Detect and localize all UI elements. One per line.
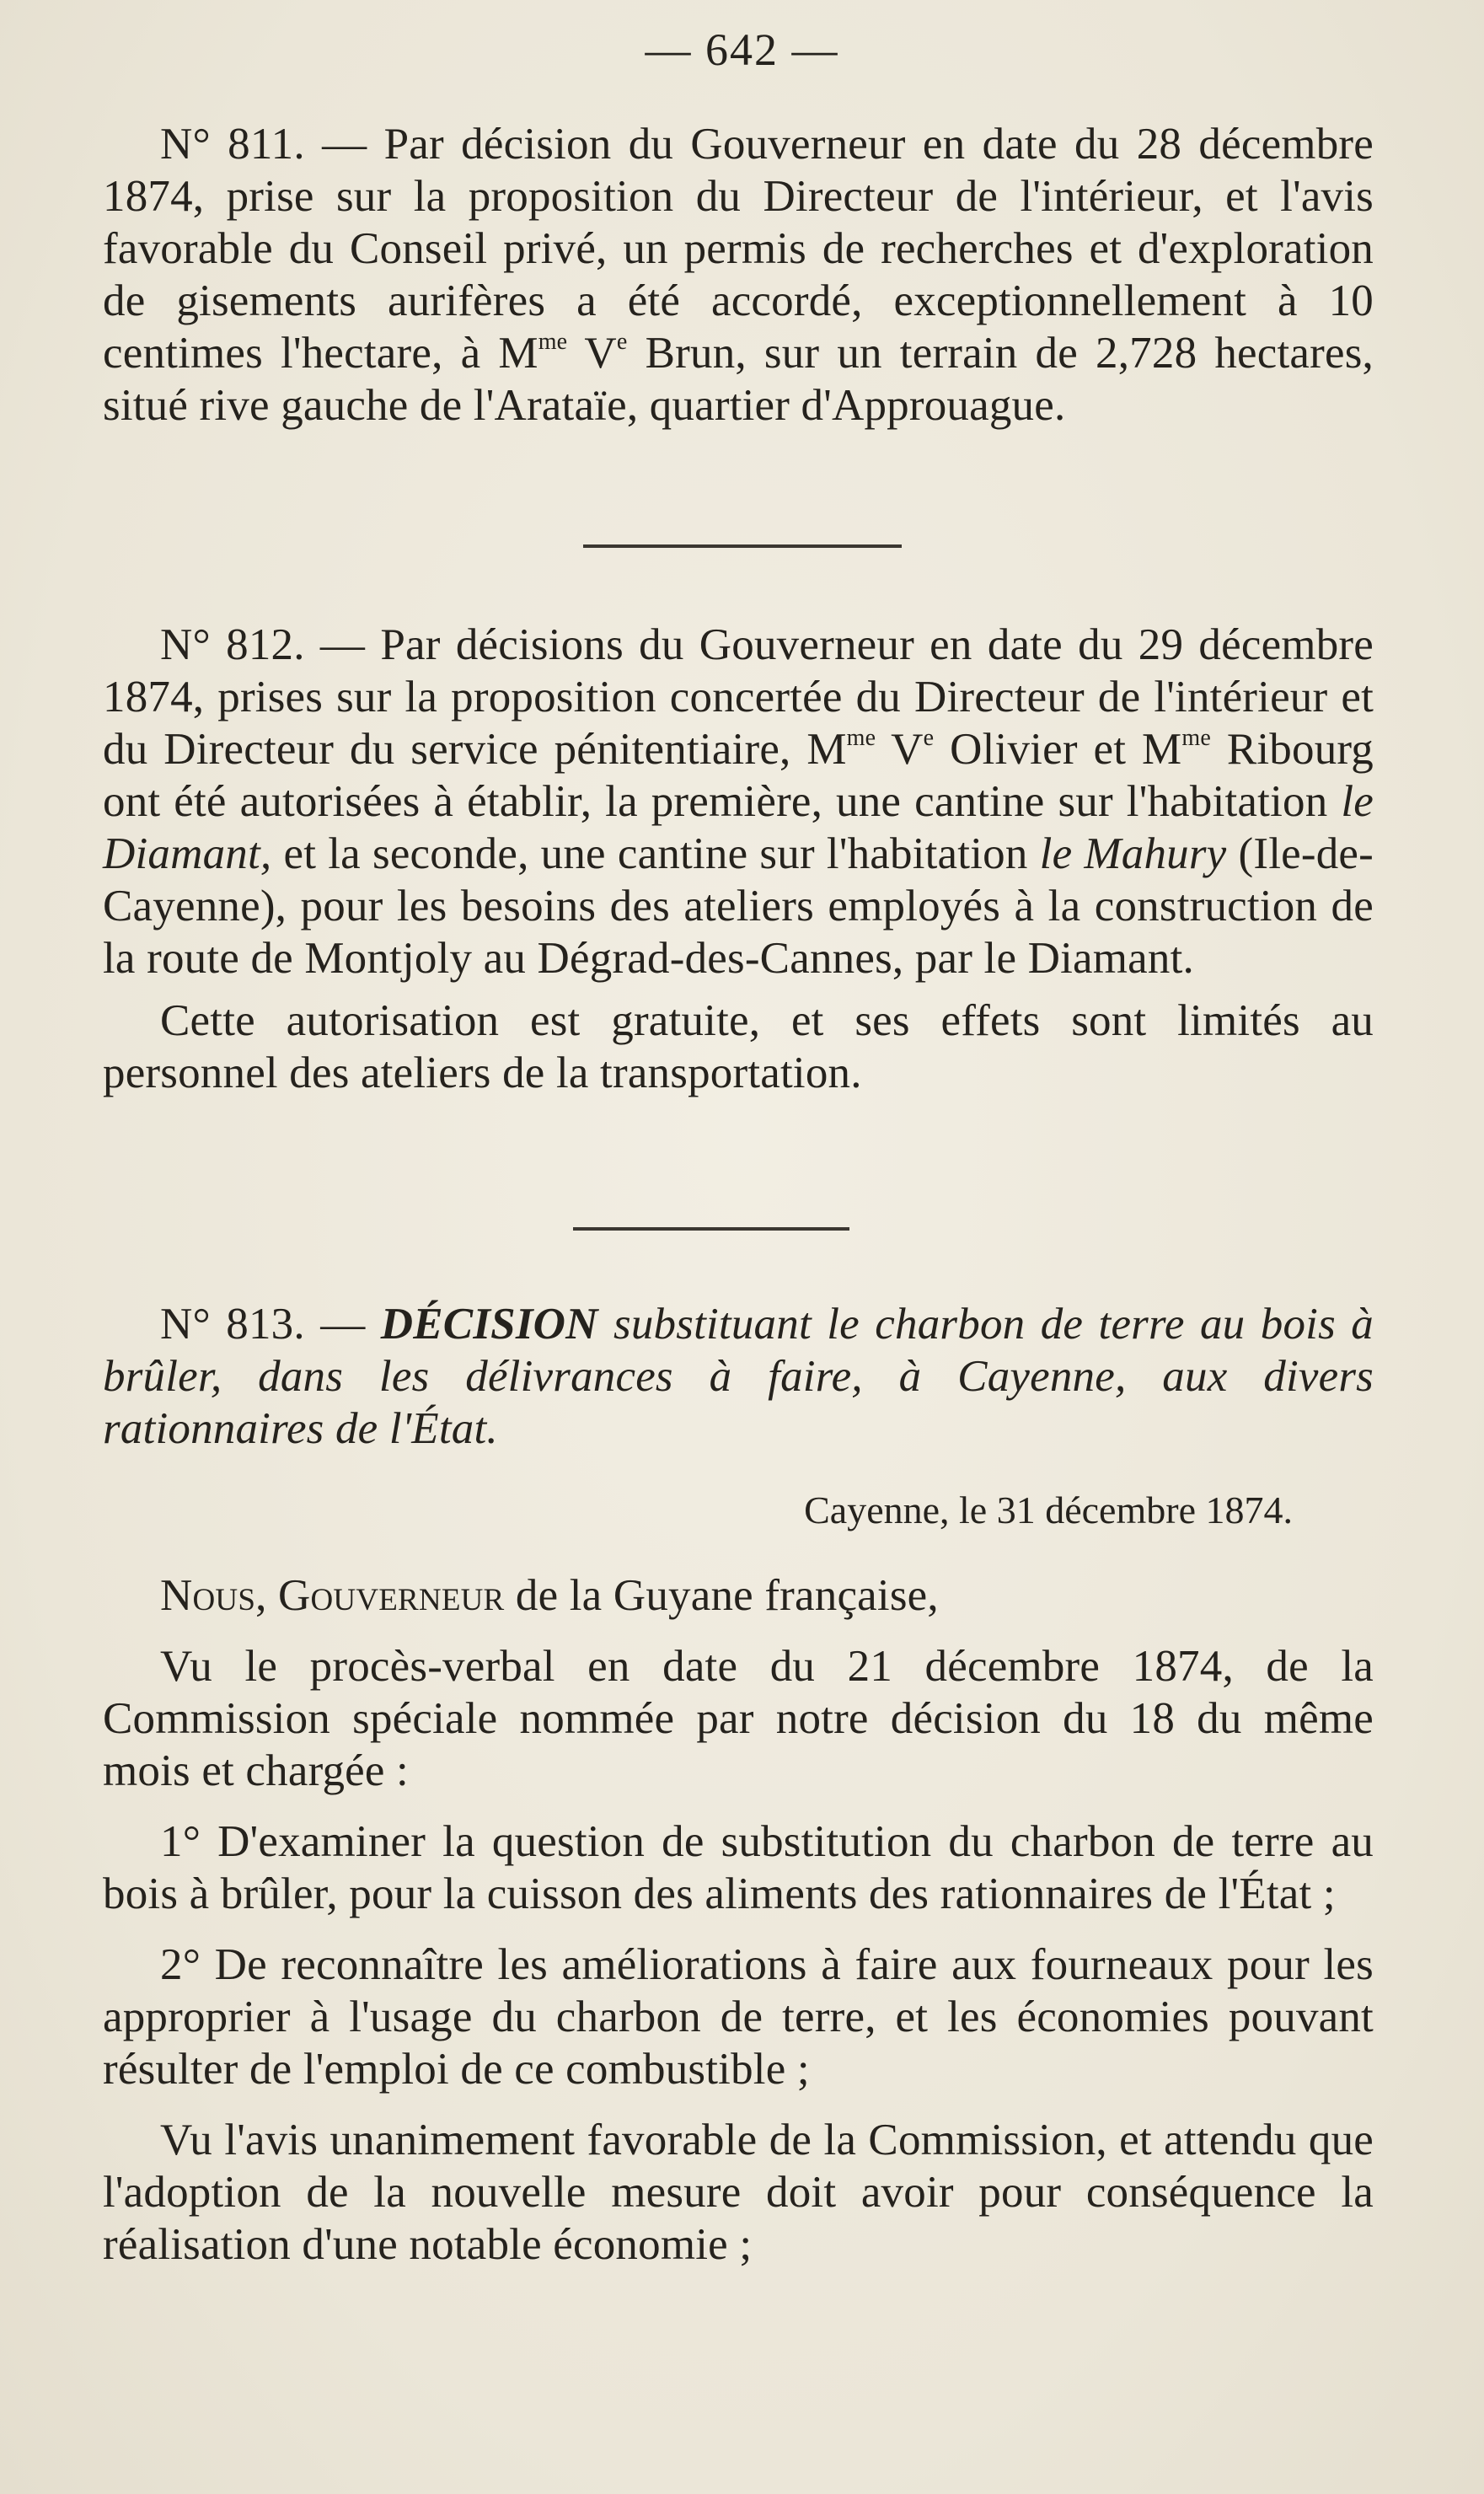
entry-813-body <box>103 1569 1374 2271</box>
entry-812 <box>103 619 1374 1099</box>
entry-811-number: N° 811. <box>160 120 305 169</box>
nous-line: Nous, Gouverneur de la Guyane française, <box>160 1571 939 1620</box>
separator-rule-2 <box>573 1227 849 1231</box>
date-line <box>103 1485 1374 1536</box>
entry-813-title <box>103 1298 1374 1455</box>
item-1: 1° D'examiner la question de substitution du charbon de terre au bois à brûler, pour la cuisson des aliments des rationnaires de l'État ; <box>103 1817 1374 1918</box>
decision-date: Cayenne, le 31 décembre 1874. <box>804 1488 1293 1531</box>
entry-811-paragraph: N° 811. — Par décision du Gouverneur en date du 28 décembre 1874, prise sur la proposition du Directeur de l'intérieur, et l'avis favorable du Conseil privé, un permis de recherches et d'exploration de gisements aurifères a été accordé, exceptionnellement à 10 centimes l'hectare, à $M^{me}$ Ve Brun, sur un terrain de 2,728 hectares, situé rive gauche de l'Arataïe, quartier d'Approuague. <box>103 120 1374 430</box>
separator-rule-1 <box>583 544 902 548</box>
decision-label: DÉCISION <box>380 1300 598 1349</box>
vu-paragraph-2: Vu l'avis unanimement favorable de la Commission, et attendu que l'adoption de la nouvelle mesure doit avoir pour conséquence la réalisation d'une notable économie ; <box>103 2116 1374 2269</box>
item-2: 2° De reconnaître les améliorations à faire aux fourneaux pour les approprier à l'usage du charbon de terre, et les économies pouvant résulter de l'emploi de ce combustible ; <box>103 1940 1374 2094</box>
entry-811 <box>103 118 1374 432</box>
entry-812-number: N° 812. <box>160 620 305 669</box>
entry-813-heading: N° 813. — DÉCISION substituant le charbon de terre au bois à brûler, dans les délivrances à faire, à Cayenne, aux divers rationnaires de l'État. <box>103 1300 1374 1453</box>
entry-812-paragraph: N° 812. — Par décisions du Gouverneur en date du 29 décembre 1874, prises sur la proposition concertée du Directeur de l'intérieur et du Directeur du service pénitentiaire, $M^{me}$ Ve Olivier et $M^{me}$ Ribourg ont été autorisées à établir, la première, une cantine sur l'habitation le Diamant, et la seconde, une cantine sur l'habitation le Mahury (Ile-de-Cayenne), pour les besoins des ateliers employés à la construction de la route de Montjoly au Dégrad-des-Cannes, par le Diamant. <box>103 620 1374 983</box>
vu-paragraph-1: Vu le procès-verbal en date du 21 décembre 1874, de la Commission spéciale nommée par notre décision du 18 du même mois et chargée : <box>103 1642 1374 1795</box>
entry-812-paragraph-2: Cette autorisation est gratuite, et ses effets sont limités au personnel des ateliers de la transportation. <box>103 996 1374 1097</box>
page-number: — 642 — <box>645 24 839 75</box>
entry-813-number: N° 813. <box>160 1300 305 1349</box>
